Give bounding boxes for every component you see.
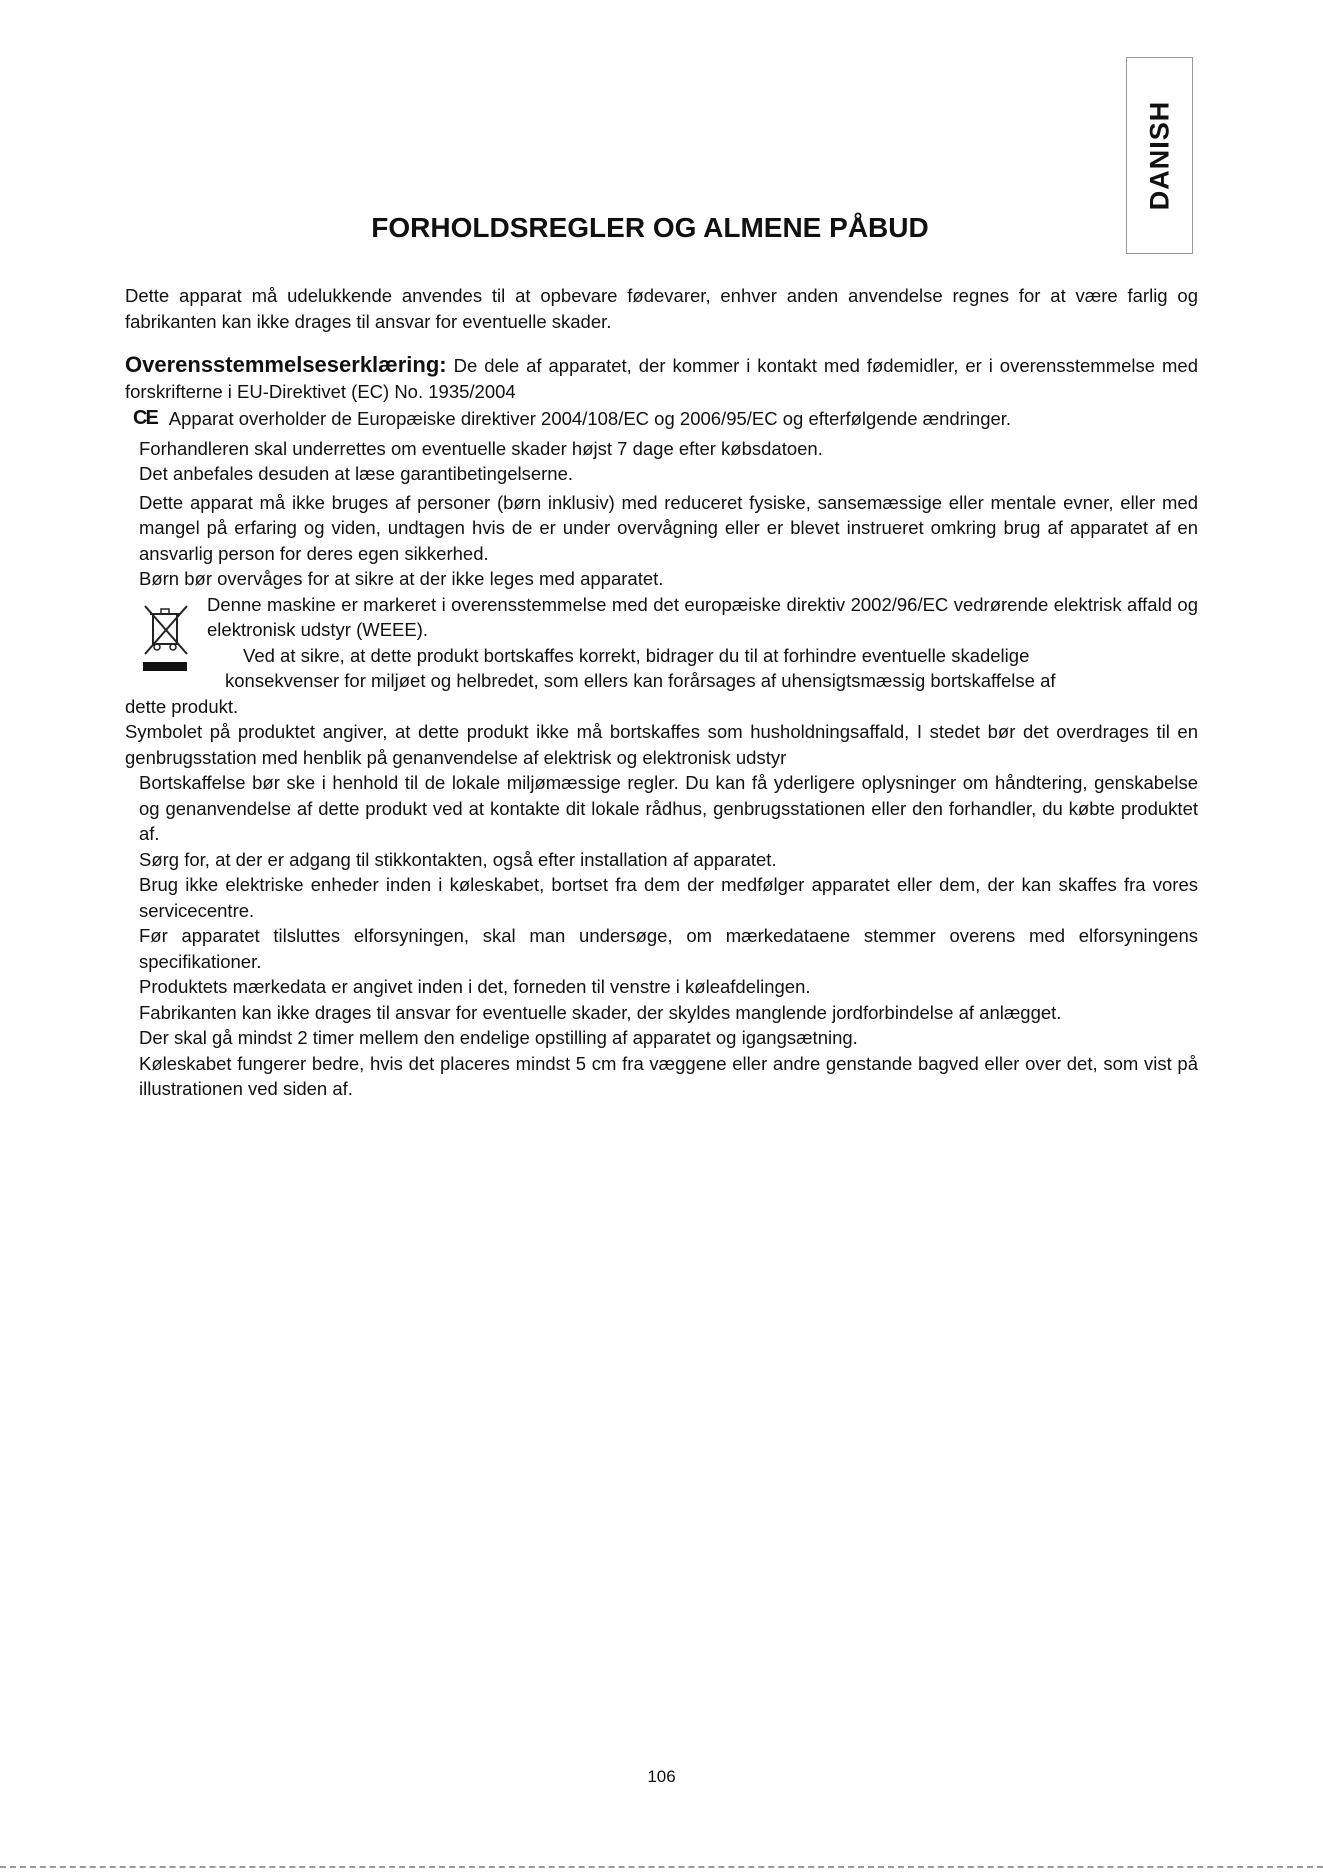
power-paragraph: Før apparatet tilsluttes elforsyningen, skal man undersøge, om mærkedataene stemmer overens med elforsyningens specifikationer. [139, 925, 1198, 972]
conformity-label: Overensstemmelseserklæring: [125, 352, 447, 377]
wait-paragraph: Der skal gå mindst 2 timer mellem den endelige opstilling af apparatet og igangsætning. [139, 1027, 858, 1048]
disposal-paragraph: Bortskaffelse bør ske i henhold til de lokale miljømæssige regler. Du kan få yderligere oplysninger om håndtering, genskabelse og genanvendelse af dette produkt ved at kontakte dit lokale rådhus, genbrugsstationen eller den forhandler, du købte produktet af. [139, 772, 1198, 844]
page-bottom-rule [0, 1866, 1323, 1868]
ce-text: Apparat overholder de Europæiske direktiver 2004/108/EC og 2006/95/EC og efterfølgende ændringer. [168, 408, 1012, 429]
warranty-paragraph: Det anbefales desuden at læse garantibetingelserne. [139, 463, 574, 484]
spacing-paragraph: Køleskabet fungerer bedre, hvis det placeres mindst 5 cm fra væggene eller andre genstande bagved eller over det, som vist på illustrationen ved siden af. [139, 1052, 1198, 1099]
crossed-out-wheelie-bin-icon [139, 602, 195, 676]
grounding-paragraph: Fabrikanten kan ikke drages til ansvar for eventuelle skader, der skyldes manglende jordforbindelse af anlægget. [139, 1001, 1062, 1023]
language-tab-label: DANISH [1144, 100, 1175, 211]
weee-paragraph: Denne maskine er markeret i overensstemmelse med det europæiske direktiv 2002/96/EC vedrørende elektrisk affald og elektronisk udstyr (WEEE). [207, 593, 1198, 640]
children-paragraph: Børn bør overvåges for at sikre at der ikke leges med apparatet. [139, 568, 664, 589]
conformity-text: De dele af apparatet, der kommer i kontakt med fødemidler, er i overensstemmelse med forskrifterne i EU-Direktivet (EC) No. 1935/2004 [125, 355, 1198, 402]
weee-paragraph-3: konsekvenser for miljøet og helbredet, som ellers kan forårsages af uhensigtsmæssig bortskaffelse af [225, 670, 1056, 691]
persons-paragraph: Dette apparat må ikke bruges af personer (børn inklusiv) med reduceret fysiske, sansemæssige eller mentale evner, eller med mangel på erfaring og viden, undtagen hvis de er under overvågning eller er blevet instrueret omkring brug af apparatet af en ansvarlig person for deres egen sikkerhed. [139, 491, 1198, 564]
ce-paragraph [125, 406, 1198, 432]
document-body [125, 283, 1198, 1102]
weee-block [125, 592, 1198, 694]
page-number: 106 [647, 1767, 676, 1786]
conformity-paragraph [125, 352, 1198, 404]
weee-paragraph-2: Ved at sikre, at dette produkt bortskaffes korrekt, bidrager du til at forhindre eventuelle skadelige [243, 644, 1030, 666]
page-title: FORHOLDSREGLER OG ALMENE PÅBUD [371, 212, 929, 243]
ce-mark-icon: CE [133, 407, 157, 430]
symbol-paragraph: Symbolet på produktet angiver, at dette produkt ikke må bortskaffes som husholdningsaffald, I stedet bør det overdrages til en genbrugsstation med henblik på genanvendelse af elektrisk og elektronisk udstyr [125, 721, 1198, 768]
weee-paragraph-4: dette produkt. [125, 695, 239, 717]
label-data-paragraph: Produktets mærkedata er angivet inden i det, forneden til venstre i køleafdelingen. [139, 976, 811, 997]
devices-paragraph: Brug ikke elektriske enheder inden i køleskabet, bortset fra dem der medfølger apparatet eller dem, der kan skaffes fra vores servicecentre. [139, 874, 1198, 921]
intro-paragraph: Dette apparat må udelukkende anvendes til at opbevare fødevarer, enhver anden anvendelse regnes for at være farlig og fabrikanten kan ikke drages til ansvar for eventuelle skader. [125, 285, 1198, 332]
dealer-paragraph: Forhandleren skal underrettes om eventuelle skader højst 7 dage efter købsdatoen. [139, 437, 823, 459]
socket-paragraph: Sørg for, at der er adgang til stikkontakten, også efter installation af apparatet. [139, 848, 777, 870]
